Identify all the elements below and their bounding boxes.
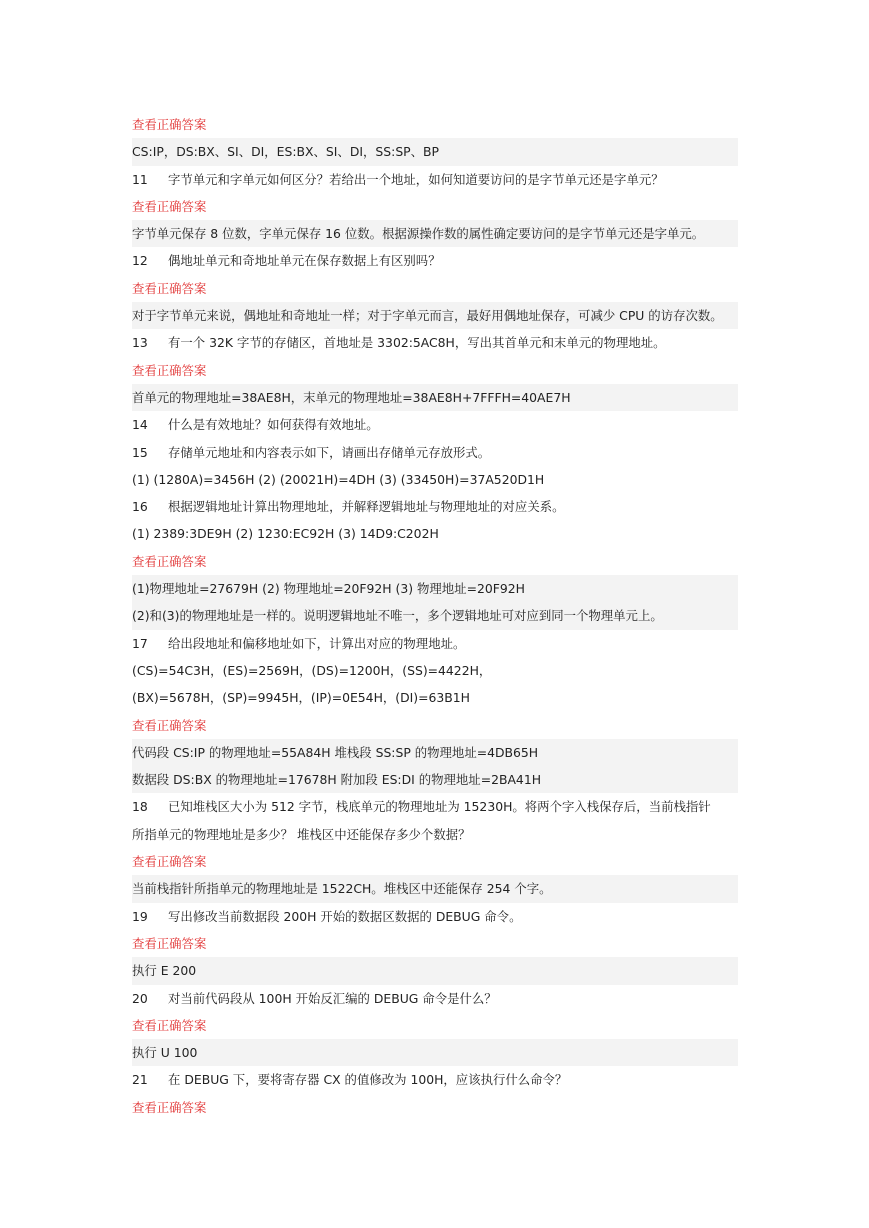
text-line: (1) (1280A)=3456H (2) (20021H)=4DH (3) (33450H)=37A520D1H [132, 471, 545, 487]
text-line: (CS)=54C3H，(ES)=2569H，(DS)=1200H，(SS)=4422H， [132, 662, 492, 678]
view-answer-link[interactable]: 查看正确答案 [132, 1017, 207, 1033]
question-number: 16 [132, 499, 148, 515]
view-answer-link[interactable]: 查看正确答案 [132, 1099, 207, 1115]
view-answer-link[interactable]: 查看正确答案 [132, 198, 207, 214]
question-line [132, 903, 738, 930]
question-text: 对当前代码段从 100H 开始反汇编的 DEBUG 命令是什么？ [168, 990, 497, 1006]
question-line [132, 493, 738, 520]
question-number: 15 [132, 444, 148, 460]
question-number: 13 [132, 335, 148, 351]
question-line [132, 985, 738, 1012]
question-text: 偶地址单元和奇地址单元在保存数据上有区别吗？ [168, 253, 441, 269]
question-text: 写出修改当前数据段 200H 开始的数据区数据的 DEBUG 命令。 [168, 908, 522, 924]
answer-text: (1)物理地址=27679H (2) 物理地址=20F92H (3) 物理地址=20F92H [132, 575, 738, 602]
question-line [132, 793, 738, 820]
question-line [132, 329, 738, 356]
question-text: 在 DEBUG 下，要将寄存器 CX 的值修改为 100H，应该执行什么命令？ [168, 1072, 568, 1088]
question-number: 19 [132, 908, 148, 924]
question-number: 14 [132, 417, 148, 433]
text-line: (1) 2389:3DE9H (2) 1230:EC92H (3) 14D9:C202H [132, 526, 439, 542]
document-body [132, 111, 738, 1121]
question-text: 给出段地址和偏移地址如下，计算出对应的物理地址。 [168, 635, 466, 651]
question-line [132, 247, 738, 274]
question-text: 有一个 32K 字节的存储区，首地址是 3302:5AC8H，写出其首单元和末单元的物理地址。 [168, 335, 666, 351]
answer-text: CS:IP，DS:BX、SI、DI，ES:BX、SI、DI，SS:SP、BP [132, 138, 738, 165]
question-text: 什么是有效地址？如何获得有效地址。 [168, 417, 379, 433]
answer-text: 执行 U 100 [132, 1039, 738, 1066]
question-number: 21 [132, 1072, 148, 1088]
answer-text: (2)和(3)的物理地址是一样的。说明逻辑地址不唯一，多个逻辑地址可对应到同一个物理单元上。 [132, 602, 738, 629]
question-text: 根据逻辑地址计算出物理地址，并解释逻辑地址与物理地址的对应关系。 [168, 499, 565, 515]
answer-text: 代码段 CS:IP 的物理地址=55A84H 堆栈段 SS:SP 的物理地址=4DB65H [132, 739, 738, 766]
question-number: 18 [132, 799, 148, 815]
text-line: (BX)=5678H，(SP)=9945H，(IP)=0E54H，(DI)=63B1H [132, 690, 470, 706]
question-line [132, 630, 738, 657]
answer-text: 首单元的物理地址=38AE8H，末单元的物理地址=38AE8H+7FFFH=40AE7H [132, 384, 738, 411]
question-text: 已知堆栈区大小为 512 字节，栈底单元的物理地址为 15230H。将两个字入栈保存后，当前栈指针 [168, 799, 711, 815]
view-answer-link[interactable]: 查看正确答案 [132, 717, 207, 733]
question-line [132, 1066, 738, 1093]
view-answer-link[interactable]: 查看正确答案 [132, 553, 207, 569]
answer-text: 执行 E 200 [132, 957, 738, 984]
view-answer-link[interactable]: 查看正确答案 [132, 280, 207, 296]
question-line [132, 439, 738, 466]
answer-text: 数据段 DS:BX 的物理地址=17678H 附加段 ES:DI 的物理地址=2BA41H [132, 766, 738, 793]
text-line: 所指单元的物理地址是多少？ 堆栈区中还能保存多少个数据？ [132, 826, 471, 842]
question-text: 存储单元地址和内容表示如下，请画出存储单元存放形式。 [168, 444, 491, 460]
view-answer-link[interactable]: 查看正确答案 [132, 854, 207, 870]
question-number: 11 [132, 171, 148, 187]
answer-text: 当前栈指针所指单元的物理地址是 1522CH。堆栈区中还能保存 254 个字。 [132, 875, 738, 902]
answer-text: 对于字节单元来说，偶地址和奇地址一样；对于字单元而言，最好用偶地址保存，可减少 CPU 的访存次数。 [132, 302, 738, 329]
question-line [132, 411, 738, 438]
question-number: 17 [132, 635, 148, 651]
view-answer-link[interactable]: 查看正确答案 [132, 362, 207, 378]
question-number: 12 [132, 253, 148, 269]
view-answer-link[interactable]: 查看正确答案 [132, 117, 207, 132]
answer-text: 字节单元保存 8 位数，字单元保存 16 位数。根据源操作数的属性确定要访问的是字节单元还是字单元。 [132, 220, 738, 247]
question-line [132, 166, 738, 193]
view-answer-link[interactable]: 查看正确答案 [132, 935, 207, 951]
question-number: 20 [132, 990, 148, 1006]
question-text: 字节单元和字单元如何区分？若给出一个地址，如何知道要访问的是字节单元还是字单元？ [168, 171, 664, 187]
